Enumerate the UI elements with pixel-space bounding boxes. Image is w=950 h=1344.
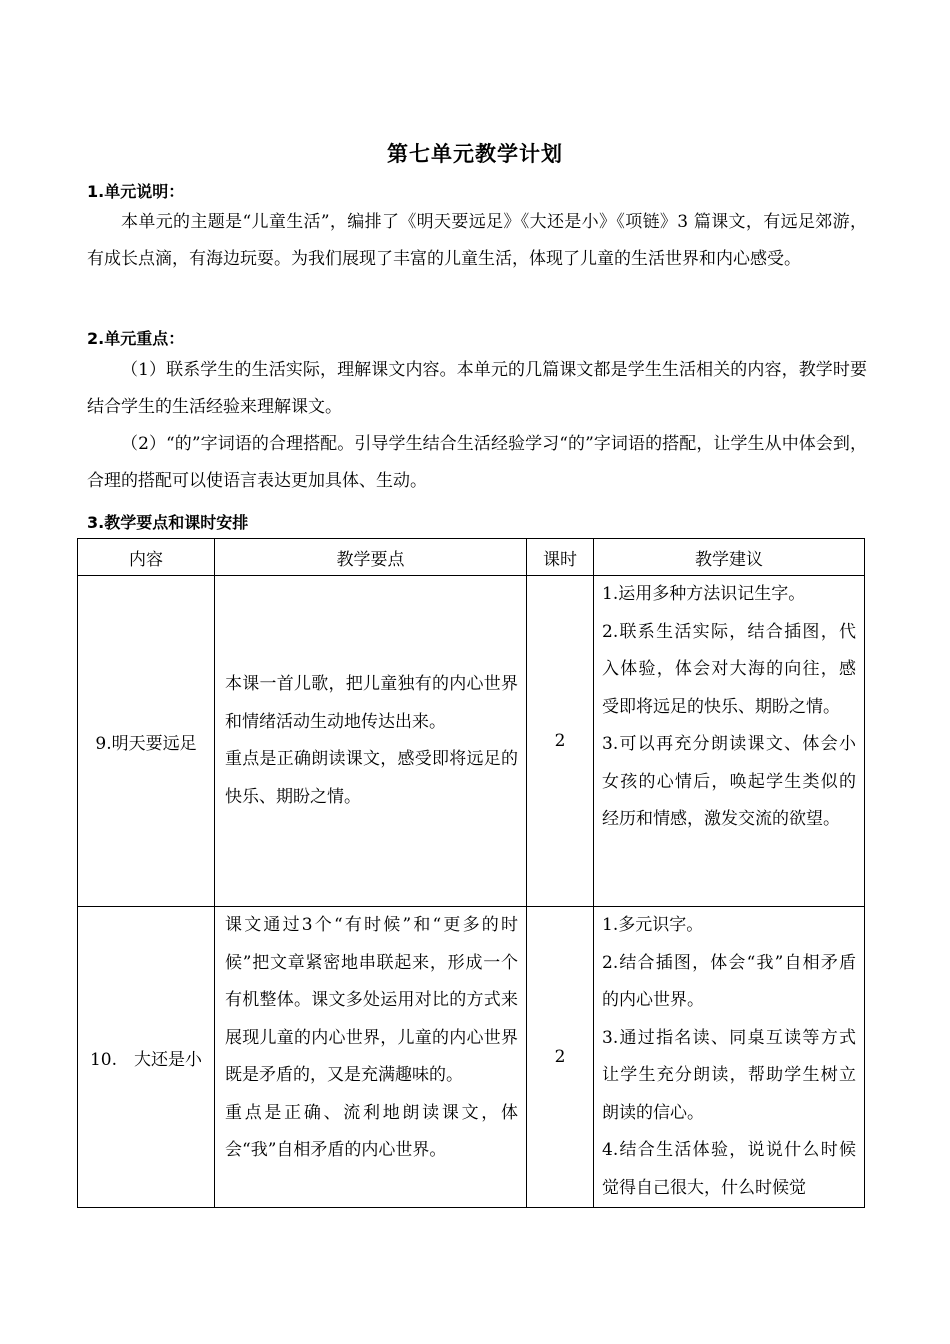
- row-content-cell: 9.明天要远足: [78, 576, 215, 907]
- row-point-text: 本课一首儿歌，把儿童独有的内心世界和情绪活动生动地传达出来。: [225, 674, 518, 732]
- table-header-row: [78, 539, 865, 576]
- row-suggestion-text: 2.结合插图，体会“我”自相矛盾的内心世界。: [602, 952, 856, 1010]
- row-point-text: 重点是正确、流利地朗读课文，体会“我”自相矛盾的内心世界。: [225, 1102, 518, 1160]
- row-suggestion-text: 2.联系生活实际，结合插图，代入体验，体会对大海的向往，感受即将远足的快乐、期盼之情。: [602, 621, 856, 717]
- header-content: 内容: [78, 539, 215, 576]
- row-content-cell: 10. 大还是小: [78, 907, 215, 1208]
- page-title: 第七单元教学计划: [387, 142, 563, 166]
- row-suggestions-cell: [594, 576, 865, 907]
- table-row: [78, 576, 865, 907]
- row-hours-cell: 2: [527, 907, 594, 1208]
- row-suggestion-text: 4.结合生活体验，说说什么时候觉得自己很大，什么时候觉: [602, 1140, 856, 1198]
- section-heading-unit-description: 1.单元说明：: [87, 182, 185, 201]
- row-point-text: 重点是正确朗读课文，感受即将远足的快乐、期盼之情。: [225, 749, 518, 807]
- row-points-cell: [215, 576, 527, 907]
- header-teaching-points: 教学要点: [215, 539, 527, 576]
- row-suggestion-text: 3.可以再充分朗读课文、体会小女孩的心情后，唤起学生类似的经历和情感，激发交流的欲望。: [602, 734, 856, 829]
- row-suggestion-text: 1.运用多种方法识记生字。: [602, 584, 806, 604]
- row-suggestions-cell: [594, 907, 865, 1208]
- unit-focus-point-2: （2）“的”字词语的合理搭配。引导学生结合生活经验学习“的”字词语的搭配，让学生从中体会到，合理的搭配可以使语言表达更加具体、生动。: [87, 434, 867, 491]
- row-suggestion-text: 3.通过指名读、同桌互读等方式让学生充分朗读，帮助学生树立朗读的信心。: [602, 1027, 856, 1123]
- unit-focus-point-1: （1）联系学生的生活实际，理解课文内容。本单元的几篇课文都是学生生活相关的内容，教学时要结合学生的生活经验来理解课文。: [87, 360, 867, 417]
- row-hours-cell: 2: [527, 576, 594, 907]
- unit-description-text: 本单元的主题是“儿童生活”，编排了《明天要远足》《大还是小》《项链》3 篇课文，有远足郊游，有成长点滴，有海边玩耍。为我们展现了丰富的儿童生活，体现了儿童的生活世界和内心感受。: [87, 212, 867, 269]
- row-points-cell: [215, 907, 527, 1208]
- section-heading-unit-focus: 2.单元重点：: [87, 329, 185, 348]
- header-teaching-suggestions: 教学建议: [594, 539, 865, 576]
- header-hours: 课时: [527, 539, 594, 576]
- section-heading-teaching-plan: 3.教学要点和课时安排: [87, 513, 249, 532]
- row-suggestion-text: 1.多元识字。: [602, 915, 704, 935]
- table-row: [78, 907, 865, 1208]
- teaching-plan-table: [77, 538, 865, 1208]
- row-point-text: 课文通过3个“有时候”和“更多的时候”把文章紧密地串联起来，形成一个有机整体。课文多处运用对比的方式来展现儿童的内心世界，儿童的内心世界既是矛盾的，又是充满趣味的。: [225, 915, 518, 1085]
